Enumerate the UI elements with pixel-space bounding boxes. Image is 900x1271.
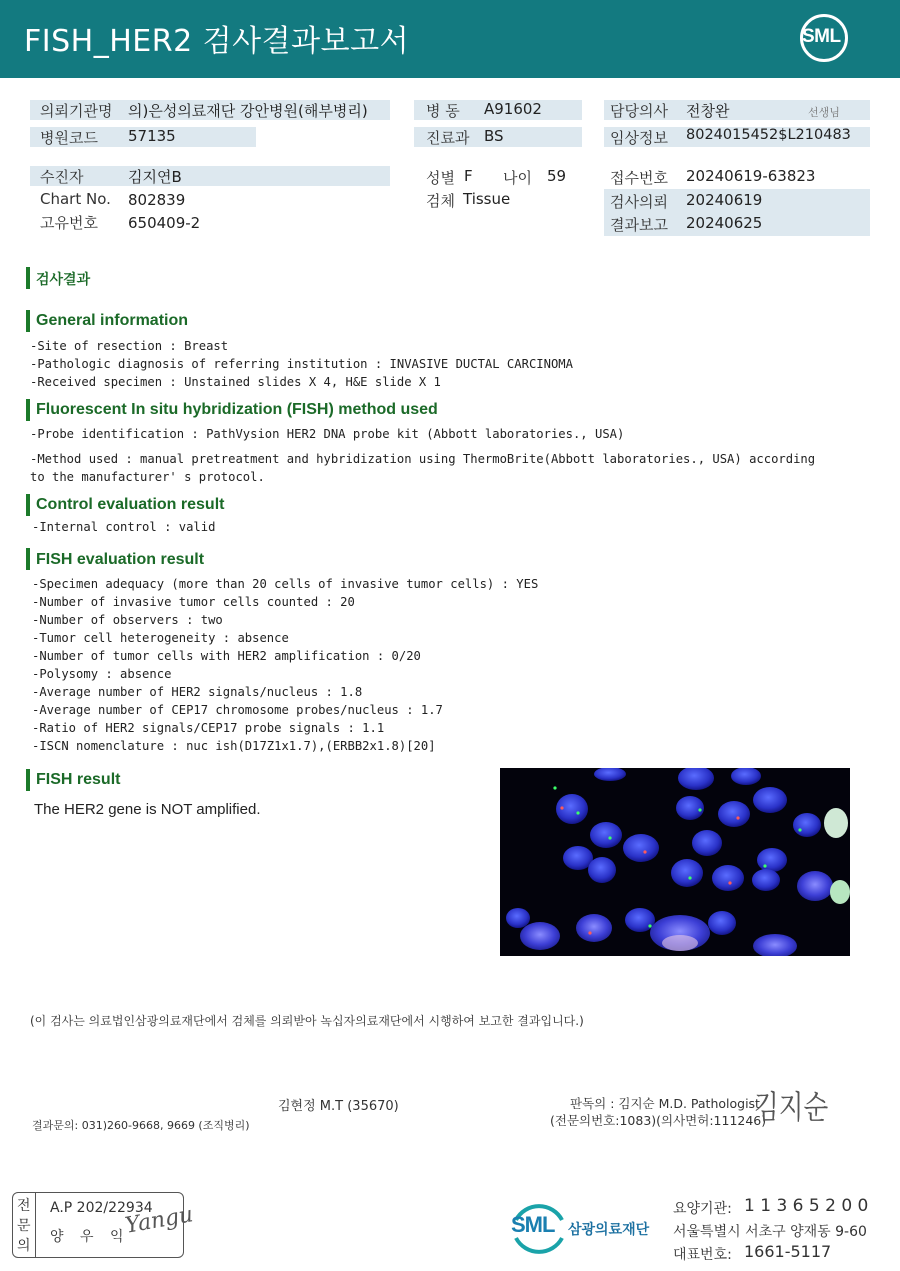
org-code-label: 요양기관: [673,1201,732,1217]
stamp-side-char: 전 [17,1198,31,1214]
technician: 김현정 M.T (35670) [278,1099,399,1114]
evaluation-line: -Ratio of HER2 signals/CEP17 probe signals : 1.1 [32,721,385,735]
specimen-value: Tissue [463,190,511,208]
chart-label: Chart No. [40,190,111,208]
method-line: -Method used : manual pretreatment and hybridization using ThermoBrite(Abbott laboratories., USA) according [30,452,816,466]
age-value: 59 [547,167,567,185]
evaluation-line: -Average number of HER2 signals/nucleus : 1.8 [32,685,363,699]
general-line: -Received specimen : Unstained slides X 4, H&E slide X 1 [30,375,441,389]
result-section-marker [26,267,30,289]
report-label: 결과보고 [610,216,668,234]
ward-value: A91602 [484,100,542,118]
stamp-side-char: 의 [17,1238,31,1254]
result-section-title: 검사결과 [36,272,91,288]
unique-value: 650409-2 [128,214,201,232]
control-section-marker [26,494,30,516]
method-section-marker [26,399,30,421]
general-section-marker [26,310,30,332]
clinical-value: 8024015452$L210483 [686,127,851,143]
fish-result-text: The HER2 gene is NOT amplified. [34,801,261,818]
contact-info: 결과문의: 031)260-9668, 9669 (조직병리) [32,1119,250,1132]
method-line: -Probe identification : PathVysion HER2 DNA probe kit (Abbott laboratories., USA) [30,427,625,441]
stamp-signature: Yangu [123,1202,196,1239]
report-title: FISH_HER2 검사결과보고서 [24,24,410,59]
report-notice: (이 검사는 의료법인삼광의료재단에서 검체를 의뢰받아 녹십자의료재단에서 시행하여 보고한 결과입니다.) [30,1014,584,1028]
sex-label: 성별 [426,169,455,187]
stamp-code: A.P 202/22934 [50,1200,153,1216]
institution-label: 의뢰기관명 [40,102,113,120]
evaluation-line: -Polysomy : absence [32,667,172,681]
evaluation-line: -Number of invasive tumor cells counted : 20 [32,595,355,609]
pathologist-name: 판독의 : 김지순 M.D. Pathologist [570,1096,760,1111]
general-line: -Pathologic diagnosis of referring institution : INVASIVE DUCTAL CARCINOMA [30,357,573,371]
evaluation-section-title: FISH evaluation result [36,551,205,568]
institution-value: 의)은성의료재단 강안병원(해부병리) [128,102,368,120]
evaluation-section-marker [26,548,30,570]
report-value: 20240625 [686,214,763,232]
fish-microscopy-image [500,768,850,956]
sml-logo-text: SML [802,26,841,47]
evaluation-line: -ISCN nomenclature : nuc ish(D17Z1x1.7),(ERBB2x1.8)[20] [32,739,436,753]
address: 서울특별시 서초구 양재동 9-60 [673,1224,867,1240]
doctor-value: 전창완 [686,102,730,120]
sex-value: F [464,167,473,185]
evaluation-line: -Number of observers : two [32,613,223,627]
general-line: -Site of resection : Breast [30,339,229,353]
brand-logo-text: SML [511,1212,555,1237]
receipt-label: 접수번호 [610,169,668,187]
stamp-side-char: 문 [17,1218,31,1234]
request-label: 검사의뢰 [610,193,668,211]
evaluation-line: -Number of tumor cells with HER2 amplification : 0/20 [32,649,421,663]
method-line: to the manufacturer' s protocol. [30,470,265,484]
department-value: BS [484,127,504,145]
ward-label: 병 동 [426,102,460,120]
fish-result-section-title: FISH result [36,771,121,788]
doctor-label: 담당의사 [610,102,668,120]
pathologist-signature: 김지순 [754,1088,829,1126]
stamp-name: 양 우 익 [50,1229,130,1245]
phone-label: 대표번호: [673,1247,732,1263]
evaluation-line: -Average number of CEP17 chromosome probes/nucleus : 1.7 [32,703,443,717]
age-label: 나이 [503,169,532,187]
org-code: 1 1 3 6 5 2 0 0 [744,1196,869,1216]
method-section-title: Fluorescent In situ hybridization (FISH) method used [36,401,438,418]
patient-label: 수진자 [40,168,84,186]
brand-name: 삼광의료재단 [568,1222,650,1238]
evaluation-line: -Tumor cell heterogeneity : absence [32,631,289,645]
chart-value: 802839 [128,191,186,209]
unique-label: 고유번호 [40,214,98,232]
control-section-title: Control evaluation result [36,496,225,513]
request-value: 20240619 [686,191,763,209]
hospital-code-value: 57135 [128,127,176,145]
patient-field-bg [30,166,390,186]
evaluation-line: -Specimen adequacy (more than 20 cells of invasive tumor cells) : YES [32,577,539,591]
clinical-label: 임상정보 [610,129,668,147]
phone: 1661-5117 [744,1242,832,1261]
receipt-value: 20240619-63823 [686,167,816,185]
department-label: 진료과 [426,129,470,147]
specimen-label: 검체 [426,192,455,210]
general-section-title: General information [36,312,189,329]
patient-value: 김지연B [128,168,182,186]
hospital-code-label: 병원코드 [40,129,98,147]
pathologist-ids: (전문의번호:1083)(의사면허:111246) [550,1113,767,1128]
control-line: -Internal control : valid [32,520,216,534]
doctor-suffix: 선생님 [808,106,840,119]
fish-result-section-marker [26,769,30,791]
